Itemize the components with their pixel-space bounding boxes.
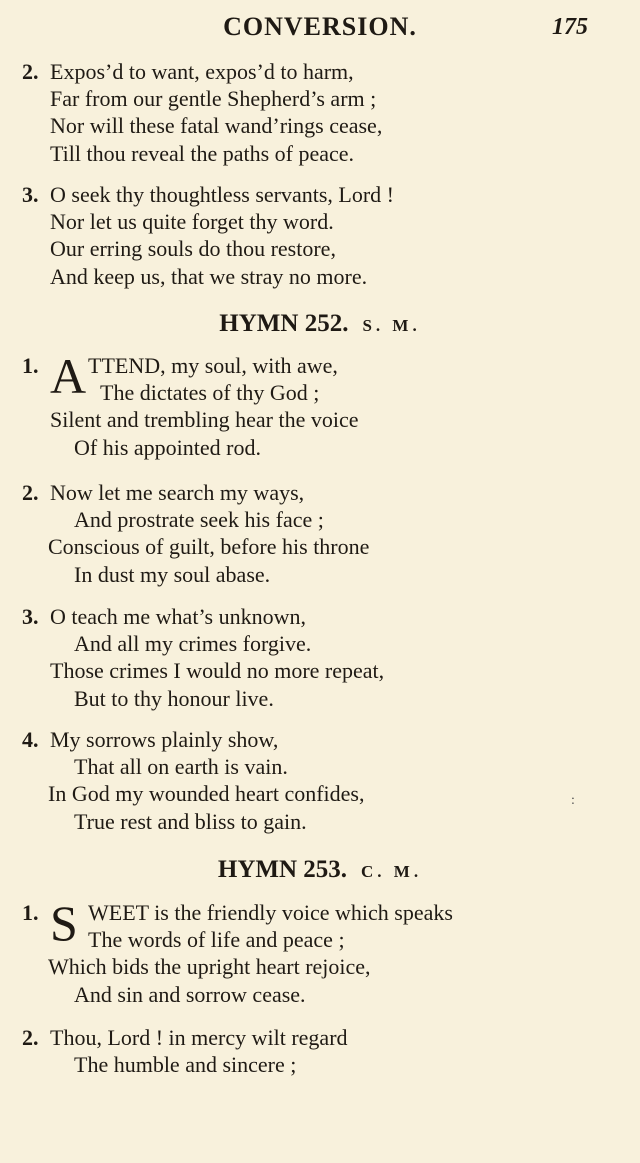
verse-line: Of his appointed rod. xyxy=(74,434,261,460)
stanza-number: 2. xyxy=(22,1025,39,1050)
hymn-meter: S. M. xyxy=(362,316,421,335)
drop-cap: S xyxy=(50,895,78,951)
verse-line: But to thy honour live. xyxy=(74,685,274,711)
verse-line: True rest and bliss to gain. xyxy=(74,808,307,834)
stanza-number: 1. xyxy=(22,900,39,925)
stanza-number: 2. xyxy=(22,480,39,505)
hymn-252-title xyxy=(0,308,640,340)
verse-line: My sorrows plainly show, xyxy=(50,727,279,752)
hymn-252-stanza-2 xyxy=(0,479,640,588)
verse-line: And sin and sorrow cease. xyxy=(74,981,306,1007)
verse-line: That all on earth is vain. xyxy=(74,754,288,780)
verse-line: The words of life and peace ; xyxy=(88,927,345,953)
hymn-title-text: HYMN 253. xyxy=(217,856,348,883)
verse-line: In God my wounded heart confides, xyxy=(48,781,365,807)
verse-line: O teach me what’s unknown, xyxy=(50,604,306,629)
running-title: CONVERSION. xyxy=(223,12,417,41)
verse-line: Nor let us quite forget thy word. xyxy=(50,209,334,235)
hymn-meter: C. M. xyxy=(361,862,423,881)
verse-line: And prostrate seek his face ; xyxy=(74,507,324,533)
verse-line: The humble and sincere ; xyxy=(74,1052,297,1078)
hymn-253-title xyxy=(0,854,640,886)
hymn-252-stanza-4 xyxy=(0,726,640,835)
verse-line: Till thou reveal the paths of peace. xyxy=(50,140,355,166)
print-speck: : xyxy=(571,793,575,808)
verse-line: Now let me search my ways, xyxy=(50,480,305,505)
hymn-title-text: HYMN 252. xyxy=(219,310,349,337)
hymn-252-stanza-3 xyxy=(0,603,640,712)
verse-line: Thou, Lord ! in mercy wilt regard xyxy=(50,1025,348,1050)
verse-line: Our erring souls do thou restore, xyxy=(50,236,336,262)
stanza-number: 1. xyxy=(22,353,39,378)
stanza-number: 2. xyxy=(22,59,39,84)
verse-line: And all my crimes forgive. xyxy=(74,631,312,657)
hymn-253-stanza-2 xyxy=(0,1024,640,1078)
verse-line: Those crimes I would no more repeat, xyxy=(50,658,385,684)
verse-line: Expos’d to want, expos’d to harm, xyxy=(50,59,354,84)
verse-line: O seek thy thoughtless servants, Lord ! xyxy=(50,182,394,207)
verse-line: Silent and trembling hear the voice xyxy=(50,407,359,433)
stanza-number: 3. xyxy=(22,182,39,207)
hymn-252-stanza-1 xyxy=(0,348,640,461)
stanza-prev-3 xyxy=(0,181,640,290)
verse-line: Far from our gentle Shepherd’s arm ; xyxy=(50,86,377,112)
verse-line: Which bids the upright heart rejoice, xyxy=(48,954,371,980)
verse-line: In dust my soul abase. xyxy=(74,561,271,587)
verse-line: Nor will these fatal wand’rings cease, xyxy=(50,113,383,139)
stanza-prev-2 xyxy=(0,58,640,167)
page-number: 175 xyxy=(552,14,588,40)
verse-line: And keep us, that we stray no more. xyxy=(50,263,368,289)
verse-line: Conscious of guilt, before his throne xyxy=(48,534,370,560)
verse-line: WEET is the friendly voice which speaks xyxy=(88,900,453,925)
verse-line: TTEND, my soul, with awe, xyxy=(88,353,338,378)
page-header xyxy=(0,12,640,46)
verse-line: The dictates of thy God ; xyxy=(100,380,320,406)
hymn-253-stanza-1 xyxy=(0,895,640,1008)
stanza-number: 4. xyxy=(22,727,39,752)
drop-cap: A xyxy=(50,348,87,404)
stanza-number: 3. xyxy=(22,604,39,629)
